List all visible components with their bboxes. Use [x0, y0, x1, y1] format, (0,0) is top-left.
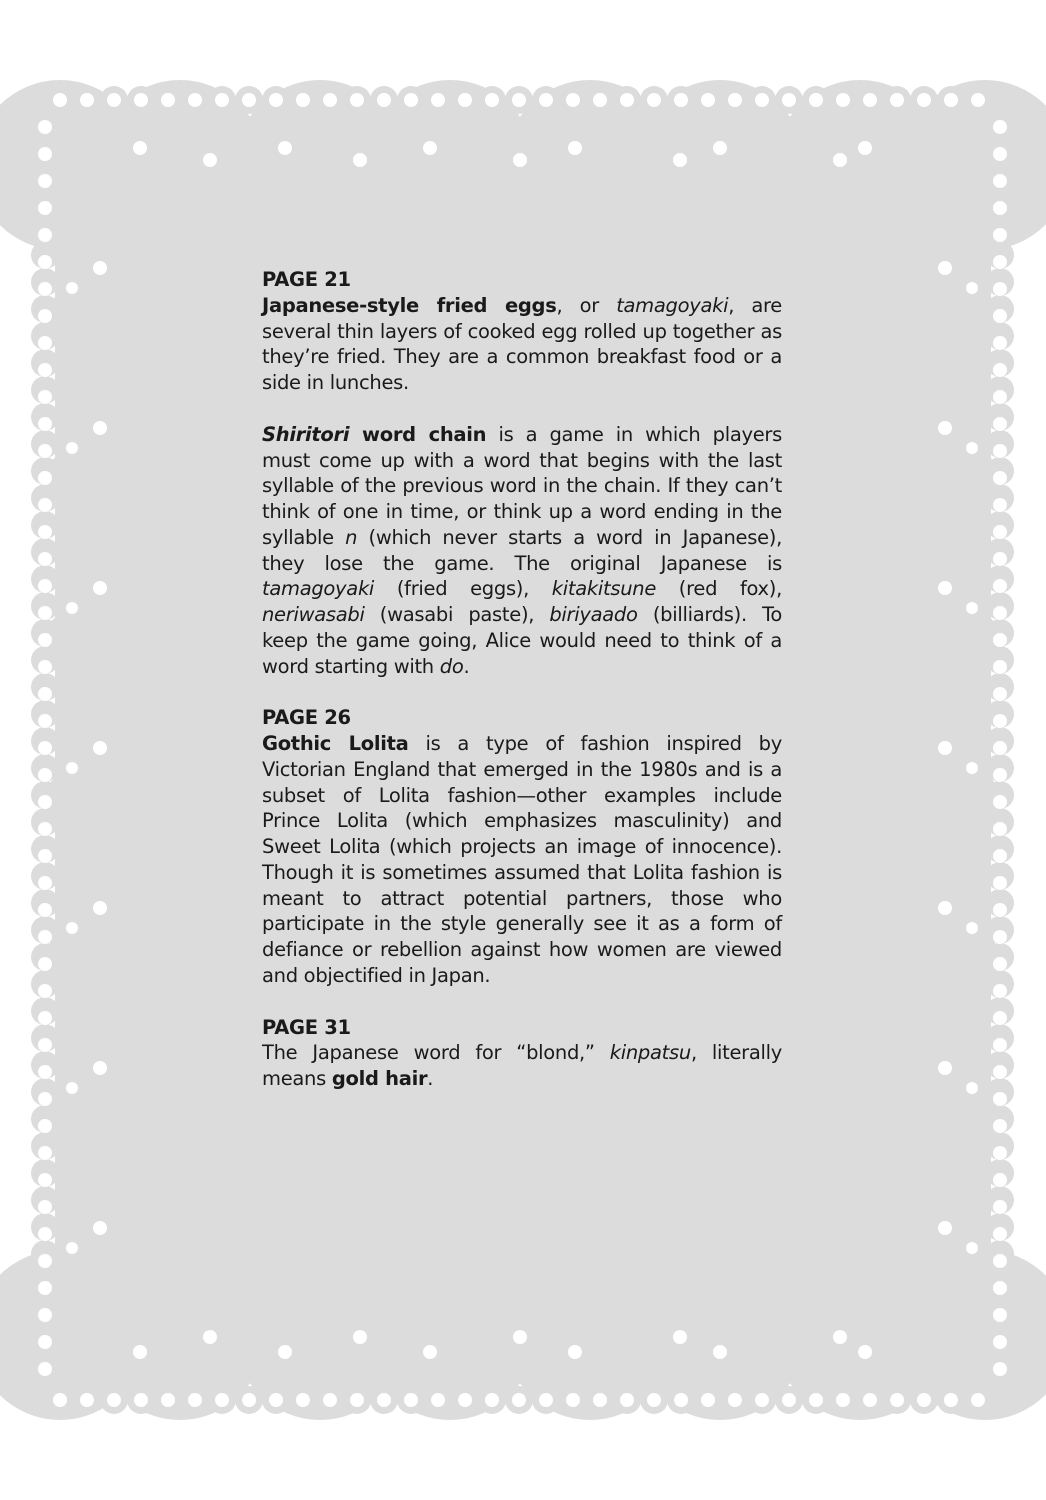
- eyelet: [38, 606, 52, 620]
- eyelet: [38, 363, 52, 377]
- text-run: kitakitsune: [551, 577, 657, 601]
- eyelet: [38, 1281, 52, 1295]
- scallop: [45, 450, 105, 510]
- eyelet: [993, 633, 1007, 647]
- eyelet: [38, 1146, 52, 1160]
- eyelet: [782, 1393, 796, 1407]
- notes-section-page-26: [262, 705, 782, 988]
- eyelet: [647, 93, 661, 107]
- eyelet: [836, 93, 850, 107]
- eyelet: [993, 984, 1007, 998]
- eyelet: [755, 93, 769, 107]
- eyelet: [458, 93, 472, 107]
- eyelet: [134, 1393, 148, 1407]
- eyelet: [620, 1393, 634, 1407]
- eyelet: [993, 1065, 1007, 1079]
- eyelet: [38, 957, 52, 971]
- note-paragraph: [262, 731, 782, 989]
- eyelet: [993, 876, 1007, 890]
- eyelet: [203, 153, 217, 167]
- eyelet: [993, 336, 1007, 350]
- text-run: Shiritori: [262, 422, 350, 446]
- text-run: , are several thin layers of cooked egg rolled up together as they’re fried. They are a common breakfast food or a side in lunches.: [262, 293, 782, 394]
- eyelet: [188, 93, 202, 107]
- eyelet: [993, 228, 1007, 242]
- eyelet: [93, 261, 107, 275]
- eyelet: [568, 141, 582, 155]
- eyelet: [423, 1345, 437, 1359]
- eyelet: [66, 602, 78, 614]
- eyelet: [993, 282, 1007, 296]
- eyelet: [966, 922, 978, 934]
- text-run: Japanese-style fried eggs: [262, 293, 557, 317]
- eyelet: [993, 930, 1007, 944]
- scallop: [940, 610, 1000, 670]
- eyelet: [350, 1393, 364, 1407]
- eyelet: [133, 141, 147, 155]
- eyelet: [423, 141, 437, 155]
- eyelet: [323, 93, 337, 107]
- text-run: (which never starts a word in Japanese), they lose the game. The original Japanese is: [262, 525, 782, 575]
- eyelet: [38, 903, 52, 917]
- eyelet: [323, 1393, 337, 1407]
- text-run: is a game in which players must come up with a word that begins with the last syllable of the previous word in the chain. If they can’t think of one in time, or think up a word ending in the syllable: [262, 422, 783, 549]
- eyelet: [809, 1393, 823, 1407]
- eyelet: [278, 1345, 292, 1359]
- text-run: kinpatsu: [609, 1041, 691, 1065]
- eyelet: [993, 741, 1007, 755]
- eyelet: [38, 660, 52, 674]
- eyelet: [38, 147, 52, 161]
- eyelet: [38, 822, 52, 836]
- eyelet: [353, 1330, 367, 1344]
- eyelet: [566, 1393, 580, 1407]
- eyelet: [971, 1393, 985, 1407]
- eyelet: [755, 1393, 769, 1407]
- text-run: do: [439, 654, 464, 678]
- eyelet: [728, 93, 742, 107]
- eyelet: [993, 1146, 1007, 1160]
- eyelet: [38, 849, 52, 863]
- text-run: , literally means: [262, 1041, 782, 1090]
- eyelet: [890, 93, 904, 107]
- eyelet: [993, 552, 1007, 566]
- eyelet: [993, 1200, 1007, 1214]
- eyelet: [833, 153, 847, 167]
- scallop: [45, 1250, 105, 1310]
- eyelet: [38, 1362, 52, 1376]
- eyelet: [431, 1393, 445, 1407]
- eyelet: [782, 93, 796, 107]
- eyelet: [431, 93, 445, 107]
- eyelet: [993, 1119, 1007, 1133]
- eyelet: [38, 309, 52, 323]
- eyelet: [728, 1393, 742, 1407]
- eyelet: [993, 768, 1007, 782]
- eyelet: [53, 1393, 67, 1407]
- eyelet: [966, 442, 978, 454]
- eyelet: [836, 1393, 850, 1407]
- scallop: [45, 770, 105, 830]
- eyelet: [404, 1393, 418, 1407]
- eyelet: [539, 93, 553, 107]
- eyelet: [107, 1393, 121, 1407]
- eyelet: [377, 1393, 391, 1407]
- eyelet: [38, 525, 52, 539]
- eyelet: [993, 363, 1007, 377]
- eyelet: [993, 903, 1007, 917]
- eyelet: [673, 1330, 687, 1344]
- eyelet: [938, 741, 952, 755]
- eyelet: [80, 1393, 94, 1407]
- eyelet: [966, 1082, 978, 1094]
- eyelet: [917, 1393, 931, 1407]
- scallop: [45, 290, 105, 350]
- note-paragraph: [262, 1040, 782, 1092]
- eyelet: [944, 1393, 958, 1407]
- eyelet: [296, 93, 310, 107]
- eyelet: [938, 421, 952, 435]
- text-run: neriwasabi: [262, 603, 365, 626]
- eyelet: [917, 93, 931, 107]
- eyelet: [993, 579, 1007, 593]
- eyelet: [858, 141, 872, 155]
- eyelet: [53, 93, 67, 107]
- eyelet: [38, 336, 52, 350]
- eyelet: [38, 1173, 52, 1187]
- eyelet: [713, 1345, 727, 1359]
- eyelet: [134, 93, 148, 107]
- eyelet: [938, 581, 952, 595]
- section-heading: PAGE 31: [262, 1015, 351, 1039]
- eyelet: [66, 282, 78, 294]
- eyelet: [269, 93, 283, 107]
- eyelet: [993, 1335, 1007, 1349]
- eyelet: [38, 1254, 52, 1268]
- eyelet: [38, 498, 52, 512]
- text-run: (fried eggs),: [374, 577, 552, 601]
- eyelet: [80, 93, 94, 107]
- eyelet: [674, 93, 688, 107]
- eyelet: [701, 1393, 715, 1407]
- scallop: [940, 930, 1000, 990]
- eyelet: [353, 153, 367, 167]
- text-run: Gothic Lolita: [262, 732, 409, 755]
- eyelet: [993, 849, 1007, 863]
- text-run: The Japanese word for “blond,”: [262, 1041, 610, 1065]
- eyelet: [966, 602, 978, 614]
- text-run: .: [427, 1067, 434, 1090]
- text-run: tamagoyaki: [616, 293, 729, 317]
- eyelet: [38, 390, 52, 404]
- text-run: is a type of fashion inspired by Victorian England that emerged in the 1980s and is a subset of Lolita fashion—other examples include Prince Lolita (which emphasizes masculinity) and Sweet Lolita (which projects an image of innocence). Though it is sometimes assumed that Lolita fashion is meant to attract potential partners, those who participate in the style generally see it as a form of defiance or rebellion against how women are viewed and objectified in Japan.: [262, 732, 782, 987]
- eyelet: [993, 525, 1007, 539]
- eyelet: [38, 930, 52, 944]
- eyelet: [278, 141, 292, 155]
- eyelet: [593, 1393, 607, 1407]
- eyelet: [993, 471, 1007, 485]
- eyelet: [93, 421, 107, 435]
- eyelet: [161, 93, 175, 107]
- eyelet: [993, 1038, 1007, 1052]
- eyelet: [938, 1061, 952, 1075]
- eyelet: [93, 901, 107, 915]
- eyelet: [161, 1393, 175, 1407]
- eyelet: [404, 93, 418, 107]
- eyelet: [38, 1092, 52, 1106]
- eyelet: [713, 141, 727, 155]
- eyelet: [993, 1011, 1007, 1025]
- eyelet: [993, 120, 1007, 134]
- eyelet: [485, 1393, 499, 1407]
- eyelet: [38, 1038, 52, 1052]
- text-run: (billiards). To keep the game going, Alice would need to think of a word starting with: [262, 603, 783, 678]
- eyelet: [485, 93, 499, 107]
- eyelet: [966, 1242, 978, 1254]
- eyelet: [993, 714, 1007, 728]
- eyelet: [620, 93, 634, 107]
- eyelet: [993, 255, 1007, 269]
- eyelet: [38, 1308, 52, 1322]
- eyelet: [133, 1345, 147, 1359]
- section-heading: PAGE 21: [262, 268, 351, 291]
- section-heading: PAGE 26: [262, 706, 351, 730]
- glossary-notes: [262, 267, 782, 1092]
- eyelet: [377, 93, 391, 107]
- eyelet: [971, 93, 985, 107]
- eyelet: [938, 1221, 952, 1235]
- eyelet: [674, 1393, 688, 1407]
- scallop: [940, 290, 1000, 350]
- eyelet: [993, 1362, 1007, 1376]
- eyelet: [966, 762, 978, 774]
- eyelet: [38, 282, 52, 296]
- text-run: (wasabi paste),: [364, 603, 550, 626]
- eyelet: [993, 660, 1007, 674]
- eyelet: [993, 606, 1007, 620]
- eyelet: [993, 390, 1007, 404]
- eyelet: [568, 1345, 582, 1359]
- eyelet: [215, 93, 229, 107]
- text-run: [262, 423, 349, 446]
- scallop: [45, 930, 105, 990]
- eyelet: [863, 93, 877, 107]
- scallop: [940, 130, 1000, 190]
- eyelet: [38, 1065, 52, 1079]
- scallop: [940, 1090, 1000, 1150]
- eyelet: [38, 1011, 52, 1025]
- eyelet: [188, 1393, 202, 1407]
- eyelet: [93, 1221, 107, 1235]
- eyelet: [993, 498, 1007, 512]
- eyelet: [93, 581, 107, 595]
- eyelet: [38, 579, 52, 593]
- eyelet: [38, 201, 52, 215]
- notes-section-page-31: [262, 1015, 782, 1092]
- eyelet: [993, 1254, 1007, 1268]
- eyelet: [38, 687, 52, 701]
- eyelet: [38, 228, 52, 242]
- text-run: biriyaado: [549, 603, 638, 626]
- text-run: tamagoyaki: [262, 577, 375, 601]
- eyelet: [993, 1227, 1007, 1241]
- eyelet: [858, 1345, 872, 1359]
- eyelet: [993, 1173, 1007, 1187]
- eyelet: [38, 471, 52, 485]
- eyelet: [66, 442, 78, 454]
- eyelet: [890, 1393, 904, 1407]
- eyelet: [458, 1393, 472, 1407]
- eyelet: [350, 93, 364, 107]
- eyelet: [38, 552, 52, 566]
- eyelet: [993, 1092, 1007, 1106]
- text-run: word chain: [349, 422, 487, 446]
- eyelet: [38, 984, 52, 998]
- eyelet: [38, 174, 52, 188]
- eyelet: [93, 1061, 107, 1075]
- eyelet: [215, 1393, 229, 1407]
- eyelet: [993, 1281, 1007, 1295]
- eyelet: [242, 1393, 256, 1407]
- eyelet: [566, 93, 580, 107]
- eyelet: [269, 1393, 283, 1407]
- eyelet: [863, 1393, 877, 1407]
- eyelet: [993, 201, 1007, 215]
- eyelet: [38, 876, 52, 890]
- eyelet: [38, 768, 52, 782]
- eyelet: [993, 957, 1007, 971]
- eyelet: [938, 901, 952, 915]
- eyelet: [38, 741, 52, 755]
- eyelet: [993, 687, 1007, 701]
- eyelet: [966, 282, 978, 294]
- eyelet: [673, 153, 687, 167]
- eyelet: [539, 1393, 553, 1407]
- scallop: [45, 130, 105, 190]
- eyelet: [38, 120, 52, 134]
- note-paragraph: [262, 422, 782, 680]
- eyelet: [66, 1082, 78, 1094]
- eyelet: [38, 714, 52, 728]
- eyelet: [93, 741, 107, 755]
- eyelet: [701, 93, 715, 107]
- eyelet: [107, 93, 121, 107]
- text-run: .: [463, 654, 470, 678]
- eyelet: [38, 1335, 52, 1349]
- eyelet: [38, 444, 52, 458]
- eyelet: [993, 822, 1007, 836]
- eyelet: [938, 261, 952, 275]
- eyelet: [993, 147, 1007, 161]
- eyelet: [38, 1200, 52, 1214]
- eyelet: [993, 795, 1007, 809]
- text-run: n: [345, 525, 358, 549]
- eyelet: [993, 174, 1007, 188]
- eyelet: [593, 93, 607, 107]
- eyelet: [993, 1308, 1007, 1322]
- scallop: [940, 1250, 1000, 1310]
- notes-section-page-21: [262, 267, 782, 679]
- eyelet: [38, 633, 52, 647]
- eyelet: [203, 1330, 217, 1344]
- scallop: [940, 450, 1000, 510]
- note-paragraph: [262, 293, 782, 396]
- eyelet: [66, 1242, 78, 1254]
- text-run: gold hair: [331, 1067, 428, 1090]
- eyelet: [513, 1330, 527, 1344]
- eyelet: [513, 153, 527, 167]
- eyelet: [66, 762, 78, 774]
- eyelet: [296, 1393, 310, 1407]
- eyelet: [66, 922, 78, 934]
- eyelet: [38, 795, 52, 809]
- eyelet: [512, 1393, 526, 1407]
- text-run: (red fox),: [656, 577, 782, 601]
- scallop: [45, 610, 105, 670]
- eyelet: [944, 93, 958, 107]
- eyelet: [38, 1227, 52, 1241]
- text-run: , or: [556, 293, 617, 317]
- eyelet: [993, 444, 1007, 458]
- scallop: [45, 1090, 105, 1150]
- eyelet: [38, 255, 52, 269]
- eyelet: [809, 93, 823, 107]
- eyelet: [993, 309, 1007, 323]
- eyelet: [512, 93, 526, 107]
- eyelet: [833, 1330, 847, 1344]
- eyelet: [647, 1393, 661, 1407]
- eyelet: [993, 417, 1007, 431]
- eyelet: [38, 417, 52, 431]
- scallop: [940, 770, 1000, 830]
- eyelet: [38, 1119, 52, 1133]
- eyelet: [242, 93, 256, 107]
